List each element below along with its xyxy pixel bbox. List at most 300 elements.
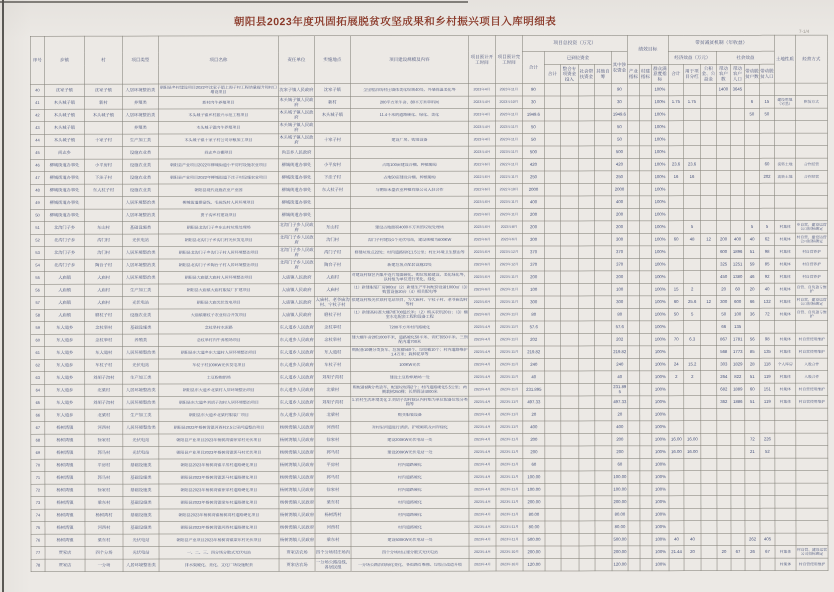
cell: 河西村 [315, 421, 351, 434]
cell: 200 [523, 446, 545, 459]
cell: 土豆粉购销场 [159, 371, 279, 384]
cell: 木头城子镇十家子村公司杂粮加工项目 [158, 134, 278, 147]
cell: 40 [745, 233, 760, 246]
table-row [31, 321, 828, 335]
cell [640, 183, 652, 196]
cell [544, 171, 560, 184]
cell [595, 421, 612, 434]
cell: 乡自营、建设运营公司招标确定 [796, 221, 828, 234]
cell: 东大道村 [315, 346, 351, 359]
cell [561, 458, 579, 471]
cell [594, 158, 611, 171]
cell: 村自营、建设运营公司招标确定 [796, 546, 828, 559]
cell: 杨树湾镇 [45, 522, 85, 535]
cell: 867 [717, 333, 731, 346]
cell [545, 533, 561, 546]
cell: 人居环境整治类 [123, 272, 159, 285]
cell: 100% [652, 383, 669, 396]
cell [731, 558, 745, 571]
cell [717, 496, 731, 509]
cell [668, 133, 683, 146]
cell [85, 197, 123, 210]
cell [350, 121, 468, 134]
cell [561, 558, 579, 571]
cell: 村集体 [775, 383, 796, 396]
cell: 东大道村 [85, 347, 123, 360]
cell: 568 [717, 346, 731, 359]
cell: 光伏电站 [123, 447, 159, 460]
cell [579, 246, 595, 259]
cell: 2023年11月 [495, 146, 522, 159]
cell: 135 [731, 321, 745, 334]
cell [717, 433, 731, 446]
cell: 东大道乡 [45, 384, 85, 397]
cell: 226 [760, 433, 775, 446]
cell: 77 [31, 547, 45, 560]
cell: 2023年6月 [469, 309, 496, 322]
cell [640, 333, 652, 346]
cell: 400 [612, 421, 628, 434]
cell: 购买服装设备 [351, 409, 469, 422]
cell [545, 308, 561, 321]
cell: 450 [717, 271, 731, 284]
cell: 郭马村 [315, 471, 351, 484]
cell: 60 [523, 458, 545, 471]
cell: 建设200KW光伏电站一处 [351, 446, 469, 459]
cell [561, 396, 579, 409]
cell: 北沟门子乡人民政府 [279, 260, 314, 270]
cell: 基础设施类 [123, 472, 159, 485]
cell: 16.00 [669, 446, 684, 459]
cell: 2000 [523, 183, 545, 196]
cell [731, 408, 745, 421]
cell: 420 [522, 158, 544, 171]
cell: 1781 [731, 333, 745, 346]
cell [594, 108, 611, 121]
cell [561, 346, 579, 359]
cell [579, 296, 595, 309]
cell: 村内道路硬化 [351, 459, 469, 472]
cell: 东大道乡人民政府 [279, 384, 315, 397]
cell: 2023年4月 [469, 384, 496, 397]
cell: 50 [744, 108, 759, 121]
cell: 200 [523, 221, 545, 234]
cell: 240 [612, 358, 628, 371]
cell: 500.00 [523, 533, 545, 546]
cell: 682 [717, 383, 731, 396]
cell: 370 [612, 258, 628, 271]
cell [684, 271, 701, 284]
cell: 46 [745, 271, 760, 284]
cell: 村内道路硬化 [351, 484, 469, 497]
cell: 人居环境整治类 [123, 559, 159, 572]
col-header-xiangzhen: 乡镇 [44, 36, 84, 84]
cell: 徐家村 [85, 484, 123, 497]
cell: 东大道乡人民政府 [279, 371, 315, 384]
table-header [30, 35, 827, 84]
cell: 100% [652, 258, 669, 271]
cell: 新村 [314, 96, 350, 109]
col-header-shenong: 其中涉农资金 [611, 51, 627, 83]
cell: 100% [652, 321, 669, 334]
cell: 49 [31, 197, 45, 210]
cell: 2023年4月 [469, 409, 496, 422]
cell [640, 433, 652, 446]
cell: 1400 [716, 83, 730, 96]
cell: 人居环境整治类 [123, 197, 159, 210]
cell: 1949.6 [522, 108, 544, 121]
cell: 2 [669, 371, 684, 384]
cell [701, 483, 717, 496]
cell: 郭马村 [315, 446, 351, 459]
table-body [30, 83, 828, 572]
cell: 2022年6月 [468, 171, 495, 184]
cell [628, 196, 640, 209]
cell: 24 [669, 358, 684, 371]
cell: 四个分场 [85, 547, 123, 560]
cell [640, 458, 652, 471]
cell: 1.75 [683, 96, 700, 109]
cell: 大庙镇 [45, 284, 85, 297]
cell: 80.00 [523, 521, 545, 534]
cell: 沟门村 [315, 234, 351, 247]
cell: 木头城子镇 [84, 109, 122, 122]
col-header-chanye: 产业指标 [627, 64, 639, 83]
cell [628, 283, 640, 296]
cell: 2 [684, 371, 701, 384]
cell [351, 196, 469, 209]
cell: 54 [31, 259, 45, 272]
cell: 大庙村 [85, 297, 123, 310]
cell: 16.00 [684, 433, 701, 446]
cell [701, 558, 717, 571]
cell [544, 158, 560, 171]
cell: 东山村 [85, 222, 123, 235]
cell: 2023年6月 [469, 246, 496, 259]
cell: 村自营使用维护 [796, 346, 828, 359]
cell: 30 [611, 96, 627, 109]
cell [561, 371, 579, 384]
cell: 52 [760, 446, 775, 459]
cell: 400 [612, 196, 628, 209]
cell [716, 96, 730, 109]
cell [717, 533, 731, 546]
cell [731, 208, 745, 221]
cell: 90 [522, 83, 544, 96]
cell [796, 196, 828, 209]
cell [595, 383, 612, 396]
cell: 对村里河道进行清淤、护坡砌筑及河岸绿化 [351, 421, 469, 434]
cell: 2023年4月 [469, 546, 496, 559]
cell [669, 496, 684, 509]
cell: 100% [652, 283, 669, 296]
cell: 沟门子村建设1个光伏电站，建设规模为600KW [351, 234, 469, 247]
cell: 村集体 [775, 558, 796, 571]
cell: 5 [684, 308, 701, 321]
cell: 200 [612, 446, 628, 459]
cell: 98 [760, 246, 775, 259]
cell [716, 146, 730, 159]
cell: 2023年6月 [469, 284, 496, 297]
cell [745, 196, 760, 209]
cell: 200 [612, 221, 628, 234]
cell: 柳城街道办事处 [278, 159, 314, 172]
cell [628, 521, 640, 534]
cell [579, 558, 595, 571]
col-header-kaigong: 项目预计开工时间 [468, 36, 495, 84]
cell: 基础设施类 [123, 222, 159, 235]
cell [640, 508, 652, 521]
cell: 2023年11月 [496, 396, 523, 409]
cell [730, 108, 744, 121]
cell: 72 [745, 433, 760, 446]
cell [731, 458, 745, 471]
cell [595, 271, 612, 284]
cell: 建设500KW光伏电站一处 [351, 534, 469, 547]
cell [579, 521, 595, 534]
cell: 设施农业类 [123, 309, 159, 322]
cell: 柳城街道办事处 [279, 184, 315, 197]
cell [579, 258, 595, 271]
cell: 杨树湾镇 [45, 422, 85, 435]
cell [684, 246, 701, 259]
table-row [31, 196, 828, 210]
cell: 21 [745, 446, 760, 459]
cell: 2023年4月 [469, 534, 496, 547]
cell: 人居环境整治类 [122, 109, 158, 122]
cell: 流转土地 [774, 158, 795, 171]
cell: 80 [612, 308, 628, 321]
cell [760, 508, 775, 521]
cell: 东大道乡 [45, 334, 85, 347]
cell [545, 221, 561, 234]
cell: 30 [522, 96, 544, 109]
cell: 朝阳县2023年杨树湾镇平房村道路硬化项目 [159, 459, 279, 472]
cell [717, 521, 731, 534]
cell: 2023年4月 [468, 84, 495, 97]
cell [561, 183, 579, 196]
cell: 73 [31, 497, 45, 510]
cell [639, 171, 651, 184]
cell [561, 308, 579, 321]
cell: 370 [523, 258, 545, 271]
cell [745, 408, 760, 421]
cell: 200 [523, 271, 545, 284]
cell: 杨树湾镇人民政府 [279, 459, 315, 472]
table-row [30, 96, 827, 110]
cell: 21.44 [669, 546, 684, 559]
cell [628, 246, 640, 259]
cell: 2023年11月 [496, 346, 523, 359]
cell [717, 408, 731, 421]
cell [640, 471, 652, 484]
cell: 朝阳县2023年杨树湾镇河西村2.5公里河道整治项目 [159, 421, 279, 434]
cell: 100% [652, 496, 669, 509]
cell: 46 [30, 159, 44, 172]
cell: 74 [31, 509, 45, 522]
cell: 2023年11月 [496, 434, 523, 447]
band-jingji: 经济效益（万元） [668, 51, 716, 64]
cell: 设施农业类 [122, 147, 158, 160]
cell: 生产加工类 [122, 134, 158, 147]
cell: 219.82 [523, 346, 545, 359]
cell [595, 233, 612, 246]
cell: 1889 [731, 383, 745, 396]
cell [731, 521, 745, 534]
cell: 2023年4月 [469, 334, 496, 347]
cell [595, 321, 612, 334]
cell [684, 183, 701, 196]
cell: 杨树湾镇人民政府 [279, 496, 315, 509]
cell [561, 546, 579, 559]
cell: 100% [652, 471, 669, 484]
cell: 42 [30, 109, 44, 122]
cell: 基础设施类 [123, 497, 159, 510]
cell [684, 558, 701, 571]
cell: 100 [612, 283, 628, 296]
cell: 80.00 [612, 508, 628, 521]
cell [640, 483, 652, 496]
cell: 下洼子村 [314, 171, 350, 184]
cell [717, 483, 731, 496]
cell: 念杖皋村 [85, 322, 123, 335]
cell: 磨杖子村 [315, 309, 351, 322]
cell [669, 408, 684, 421]
cell: 100.00 [612, 471, 628, 484]
cell: 东大道乡 [45, 409, 85, 422]
cell [314, 121, 350, 134]
cell [595, 433, 612, 446]
cell: 东大道乡人民政府 [279, 346, 315, 359]
cell [701, 183, 717, 196]
cell [669, 521, 684, 534]
cell [579, 408, 595, 421]
cell [595, 283, 612, 296]
cell [628, 221, 640, 234]
cell: 300 [612, 233, 628, 246]
cell: 497.33 [612, 396, 628, 409]
cell: 15.2 [684, 358, 701, 371]
cell: 20 [717, 546, 731, 559]
cell: 刘胡子沟村 [315, 371, 351, 384]
cell [669, 258, 684, 271]
cell [701, 333, 717, 346]
cell [595, 358, 612, 371]
cell: 78 [31, 559, 45, 572]
cell: 杨树湾镇 [45, 484, 85, 497]
col-header-didian: 实施地点 [314, 36, 350, 84]
cell: 2023年4月 [469, 371, 496, 384]
cell: 朝阳县北沟门子乡沟门子村人居环境整治项目 [159, 246, 279, 259]
cell [628, 508, 640, 521]
cell [775, 208, 796, 221]
cell [560, 96, 578, 109]
cell: 北沟门子乡 [45, 259, 85, 272]
cell: 养殖类 [122, 97, 158, 110]
col-header-tudi: 土地性质 [774, 35, 795, 83]
cell [700, 171, 716, 184]
cell [561, 471, 579, 484]
cell: 排水渠硬化、亮化、文化广场设施配套 [159, 559, 279, 572]
cell: 朝阳县北沟门子乡沟门村光伏发电项目 [159, 234, 279, 247]
cell: 40 [612, 371, 628, 384]
cell [628, 396, 640, 409]
cell: 2023年11月 [496, 334, 523, 347]
cell [561, 421, 579, 434]
cell: 2022年6月 [469, 184, 496, 197]
cell [561, 433, 579, 446]
band-shehuixiaoyi: 社会效益 [716, 51, 774, 64]
col-header-xuhao: 序号 [30, 36, 44, 84]
col-header-nonghurenkou: 带动农户人口 [730, 64, 744, 83]
cell: 小平房村 [314, 159, 350, 172]
cell [796, 446, 828, 459]
cell: 光伏电站 [123, 547, 159, 560]
cell [579, 333, 595, 346]
cell: 500 [611, 146, 627, 159]
cell: 2023年6月 [469, 296, 496, 309]
cell: 2023年4月 [469, 321, 496, 334]
cell: 木头城子镇人民政府 [279, 135, 314, 145]
cell: 2023年4月 [469, 346, 496, 359]
cell [701, 271, 717, 284]
cell: 柳城街道办事处 [278, 171, 314, 184]
cell: 占地50亩建设冷棚、种植葡萄 [350, 171, 468, 184]
cell [701, 358, 717, 371]
cell [640, 283, 652, 296]
cell: 建设200KW光伏电站一处 [351, 434, 469, 447]
cell [545, 558, 561, 571]
cell [595, 221, 612, 234]
cell [544, 96, 560, 109]
cell [683, 146, 700, 159]
cell: 100% [652, 421, 669, 434]
cell: 200 [523, 433, 545, 446]
col-header-heji-jingji: 合计 [668, 64, 683, 83]
cell: 朝阳县现代设施农业产业园 [159, 184, 279, 197]
cell: 132 [760, 296, 775, 309]
table-row [31, 333, 828, 347]
col-header-wangong: 项目预计完工时间 [495, 36, 522, 84]
cell: 木头城子镇 [44, 122, 84, 135]
cell: 60 [745, 383, 760, 396]
cell: 45 [30, 147, 44, 160]
cell [595, 258, 612, 271]
cell: 48 [684, 233, 701, 246]
cell: 15 [759, 96, 774, 109]
cell: 61 [31, 347, 45, 360]
cell [315, 196, 351, 209]
cell: 2022年11月 [495, 171, 522, 184]
cell: 48 [31, 184, 45, 197]
cell: 15 [669, 283, 684, 296]
cell [561, 233, 579, 246]
cell [560, 171, 578, 184]
cell [545, 196, 561, 209]
cell: 光伏电站 [123, 297, 159, 310]
cell [684, 396, 701, 409]
cell [796, 458, 828, 471]
cell [545, 446, 561, 459]
cell [561, 483, 579, 496]
cell: 东大道乡人民政府 [279, 321, 315, 334]
cell [668, 121, 683, 134]
cell [594, 96, 611, 109]
cell [774, 108, 795, 121]
cell [669, 471, 684, 484]
cell: 小平房村 [84, 159, 122, 172]
cell: 河西村 [85, 422, 123, 435]
